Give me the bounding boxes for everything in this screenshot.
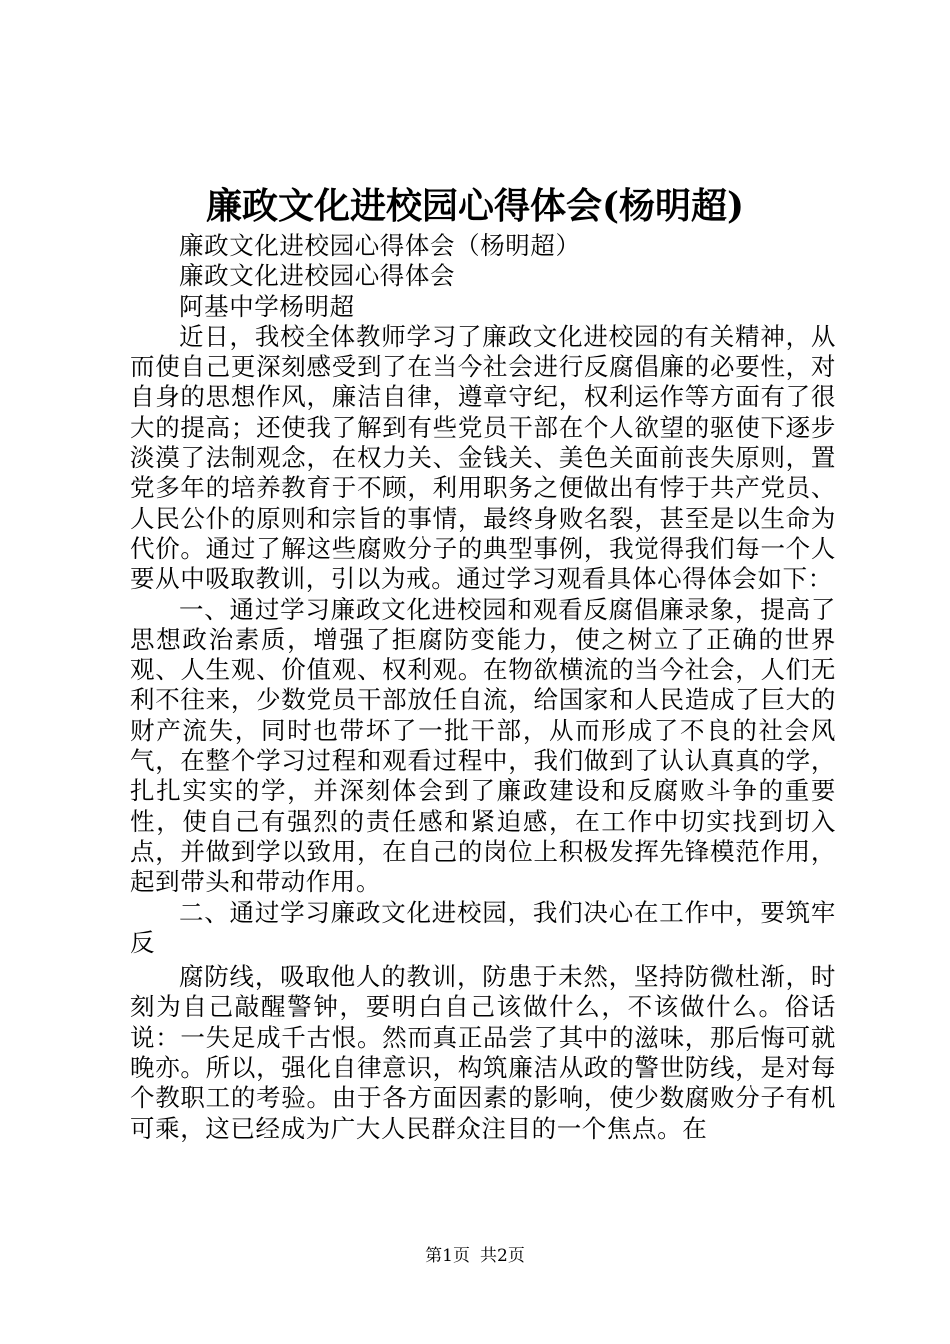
body-paragraph: 近日，我校全体教师学习了廉政文化进校园的有关精神，从而使自己更深刻感受到了在当今社会进行反腐倡廉的必要性，对自身的思想作风，廉洁自律，遵章守纪，权利运作等方面有了很大的提高；还使我了解到有些党员干部在个人欲望的驱使下逐步淡漠了法制观念，在权力关、金钱关、美色关面前丧失原则，置党多年的培养教育于不顾，利用职务之便做出有悖于共产党员、人民公仆的原则和宗旨的事情，最终身败名裂，甚至是以生命为代价。通过了解这些腐败分子的典型事例，我觉得我们每一个人要从中吸取教训，引以为戒。通过学习观看具体心得体会如下：: [130, 321, 836, 594]
page-number: 第1页: [425, 1246, 470, 1266]
subtitle-line: 廉政文化进校园心得体会（杨明超）: [179, 231, 581, 260]
document-title: 廉政文化进校园心得体会(杨明超): [205, 185, 745, 227]
body-paragraph: 二、通过学习廉政文化进校园，我们决心在工作中，要筑牢反: [130, 897, 836, 957]
document-body: [130, 231, 836, 1144]
author-line: 阿基中学杨明超: [179, 291, 355, 321]
body-paragraph: 腐防线，吸取他人的教训，防患于未然，坚持防微杜渐，时刻为自己敲醒警钟，要明白自己该做什么，不该做什么。俗话说：一失足成千古恨。然而真正品尝了其中的滋味，那后悔可就晚亦。所以，强化自律意识，构筑廉洁从政的警世防线，是对每个教职工的考验。由于各方面因素的影响，使少数腐败分子有机可乘，这已经成为广大人民群众注目的一个焦点。在: [130, 962, 836, 1143]
body-paragraph: 一、通过学习廉政文化进校园和观看反腐倡廉录象，提高了思想政治素质，增强了拒腐防变能力，使之树立了正确的世界观、人生观、价值观、权利观。在物欲横流的当今社会，人们无利不往来，少数党员干部放任自流，给国家和人民造成了巨大的财产流失，同时也带坏了一批干部，从而形成了不良的社会风气，在整个学习过程和观看过程中，我们做到了认认真真的学，扎扎实实的学，并深刻体会到了廉政建设和反腐败斗争的重要性，使自己有强烈的责任感和紧迫感，在工作中切实找到切入点，并做到学以致用，在自己的岗位上积极发挥先锋模范作用，起到带头和带动作用。: [130, 594, 836, 897]
page-total: 共2页: [480, 1246, 525, 1266]
heading-line: 廉政文化进校园心得体会: [179, 261, 456, 291]
page-footer: [0, 1245, 950, 1267]
